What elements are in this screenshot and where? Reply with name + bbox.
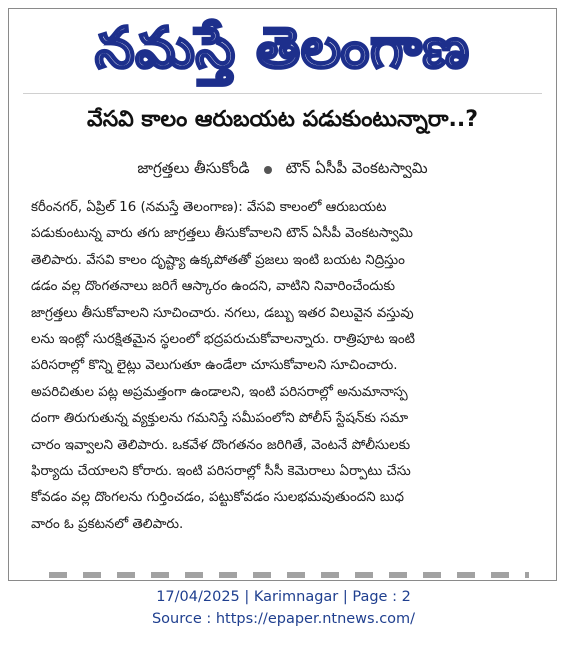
body-line: డడం వల్ల దొంగతనాలు జరిగే ఆస్కారం ఉందని, వాటిని నివారించేందుకు — [31, 279, 396, 295]
body-line: తెలిపారు. వేసవి కాలం దృష్ట్యా ఉక్కపోతతో ప్రజలు ఇంటి బయట నిద్రిస్తుం — [31, 252, 405, 268]
subhead-right: టౌన్ ఏసీపీ వెంకటస్వామి — [285, 159, 428, 177]
body-line: పడుకుంటున్న వారు తగు జాగ్రత్తలు తీసుకోవాలని టౌన్ ఏసీపీ వెంకటస్వామి — [31, 226, 413, 242]
body-line: చారం ఇవ్వాలని తెలిపారు. ఒకవేళ దొంగతనం జరిగితే, వెంటనే పోలీసులకు — [31, 437, 411, 453]
body-line: ఫిర్యాదు చేయాలని కోరారు. ఇంటి పరిసరాల్లో సీసీ కెమెరాలు ఏర్పాటు చేసు — [31, 464, 411, 480]
body-line: పరిసరాల్లో కొన్ని లైట్లు వెలుగుతూ ఉండేలా చూసుకోవాలని సూచించారు. — [31, 358, 398, 374]
article-subhead — [9, 159, 556, 181]
body-line: లను ఇంట్లో సురక్షితమైన స్థలంలో భద్రపరుచుకోవాలన్నారు. రాత్రిపూట ఇంటి — [31, 332, 416, 348]
source-link[interactable]: Source : https://epaper.ntnews.com/ — [151, 611, 416, 627]
clipping-footer — [0, 586, 567, 630]
body-line: కరీంనగర్, ఏప్రిల్ 16 (నమస్తే తెలంగాణ): వేసవి కాలంలో ఆరుబయట — [31, 200, 387, 215]
body-line: అపరిచితుల పట్ల అప్రమత్తంగా ఉండాలని, ఇంటి పరిసరాల్లో అనుమానాస్ప — [31, 384, 408, 400]
body-line: జాగ్రత్తలు తీసుకోవాలని సూచించారు. నగలు, డబ్బు ఇతర విలువైన వస్తువు — [31, 305, 414, 321]
masthead-divider — [23, 93, 542, 94]
article-body — [31, 195, 540, 538]
body-line: కోవడం వల్ల దొంగలను గుర్తించడం, పట్టుకోవడం సులభమవుతుందని బుధ — [31, 490, 404, 506]
bullet-icon — [264, 166, 272, 174]
subhead-left: జాగ్రత్తలు తీసుకోండి — [137, 159, 250, 177]
body-line: దంగా తిరుగుతున్న వ్యక్తులను గమనిస్తే సమీపంలోని పోలీస్ స్టేషన్‌కు సమా — [31, 411, 409, 427]
article-headline: వేసవి కాలం ఆరుబయట పడుకుంటున్నారా..? — [87, 107, 478, 132]
clipped-next-line — [49, 572, 529, 578]
body-line: వారం ఓ ప్రకటనలో తెలిపారు. — [31, 516, 184, 532]
clipping-frame — [8, 8, 557, 581]
newspaper-masthead-logo: నమస్తే తెలంగాణ — [95, 16, 470, 81]
edition-meta: 17/04/2025 | Karimnagar | Page : 2 — [156, 589, 411, 605]
